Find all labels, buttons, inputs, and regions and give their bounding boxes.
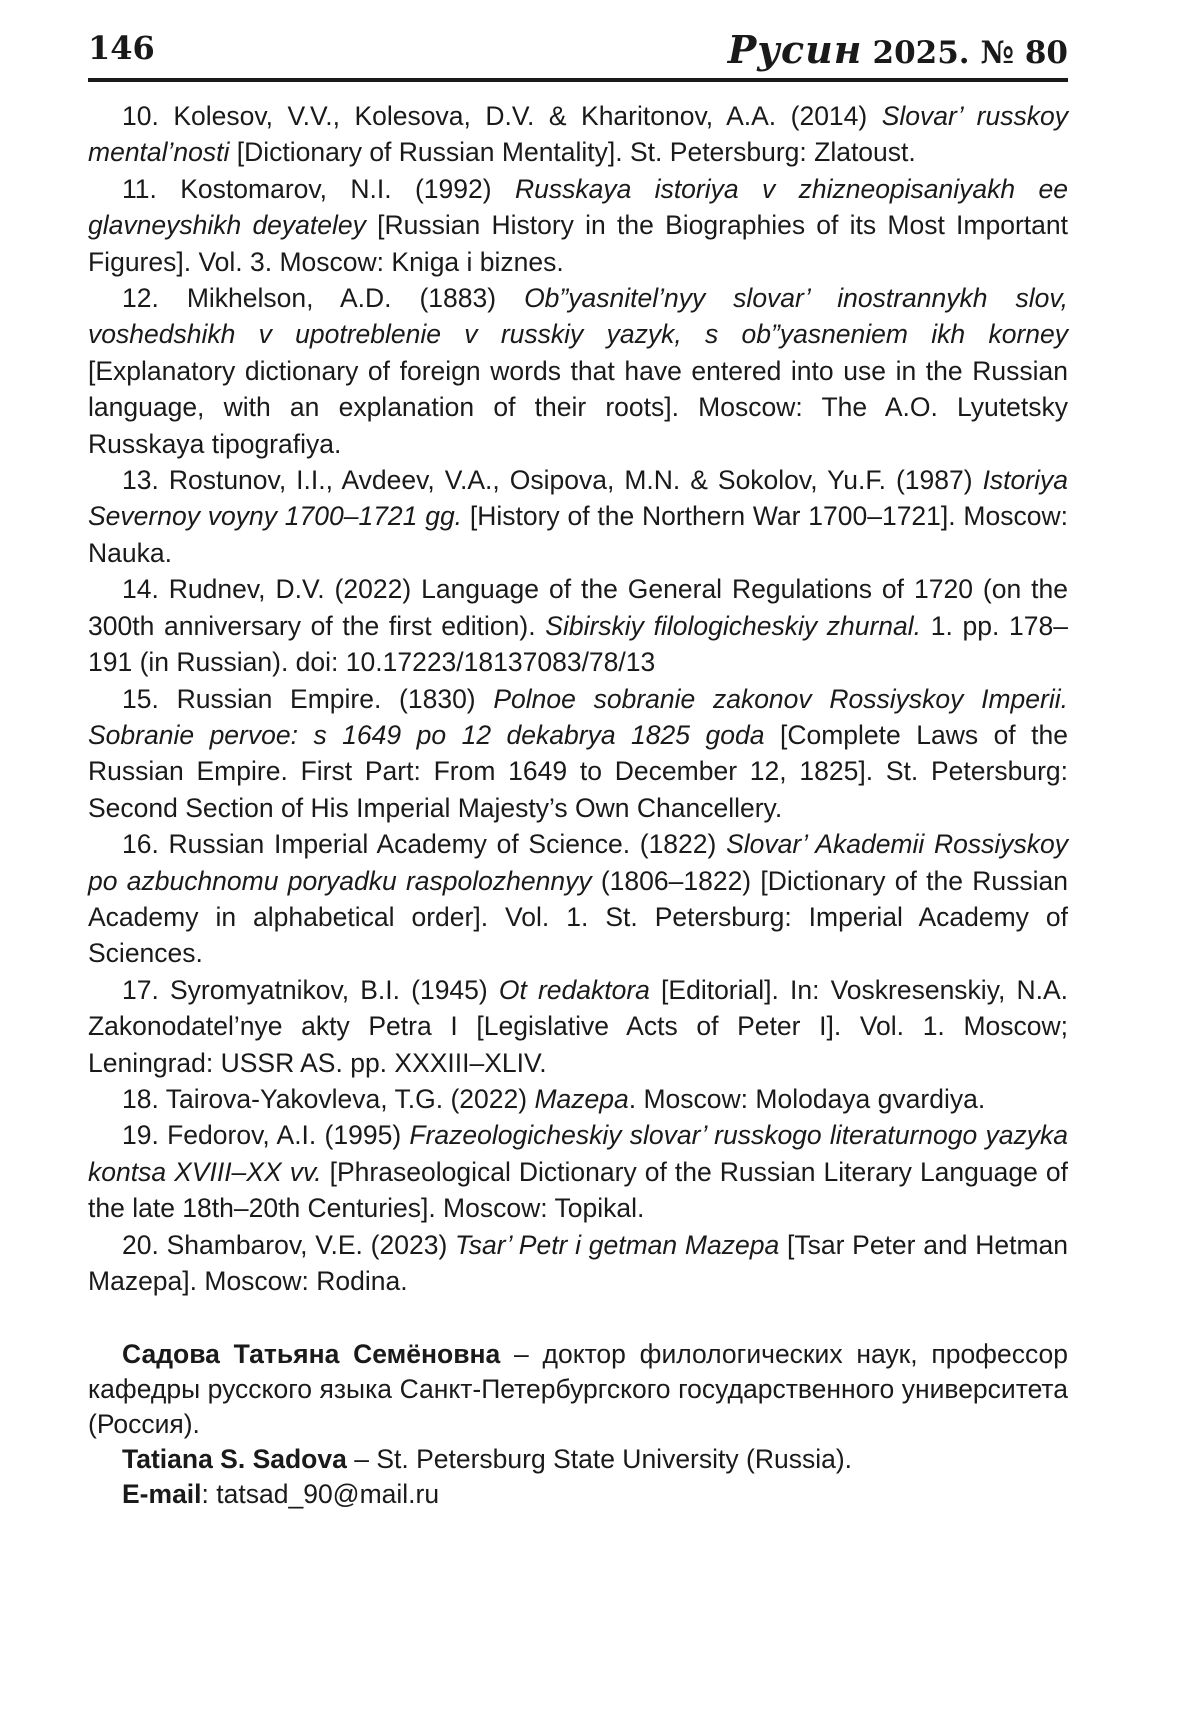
reference-details: 1. pp. 178–191 (in Russian). doi: 10.17223/18137083/78/13 bbox=[88, 610, 1068, 678]
reference-title: Tsar’ Petr i getman Mazepa bbox=[455, 1229, 780, 1260]
reference-details: [Dictionary of Russian Mentality]. St. Petersburg: Zlatoust. bbox=[236, 137, 916, 168]
reference-number: 15. bbox=[122, 683, 159, 714]
page-header bbox=[88, 28, 1068, 82]
reference-title: Istoriya Severnoy voyny 1700–1721 gg. bbox=[88, 465, 1068, 532]
reference-title: Slovar’ russkoy mental’nosti bbox=[88, 101, 1068, 168]
reference-title: Sibirskiy filologicheskiy zhurnal. bbox=[545, 610, 922, 641]
reference-details: . Moscow: Molodaya gvardiya. bbox=[628, 1083, 986, 1114]
reference-details: [Complete Laws of the Russian Empire. First Part: From 1649 to December 12, 1825]. St. Petersburg: Second Section of His Imperial Majesty’s Own Chancellery. bbox=[88, 719, 1068, 823]
reference-details: [Explanatory dictionary of foreign words that have entered into use in the Russian language, with an explanation of their roots]. Moscow: The A.O. Lyutetsky Russkaya tipografiya. bbox=[88, 355, 1068, 459]
reference-item bbox=[88, 972, 1068, 1081]
email-address[interactable]: tatsad_90@mail.ru bbox=[216, 1479, 440, 1510]
reference-details: [Tsar Peter and Hetman Mazepa]. Moscow: Rodina. bbox=[88, 1229, 1068, 1296]
reference-number: 11. bbox=[122, 173, 157, 204]
journal-masthead bbox=[727, 27, 1068, 73]
reference-text: Russian Empire. (1830) bbox=[176, 683, 476, 714]
journal-logo: Русин bbox=[727, 27, 863, 72]
author-en bbox=[88, 1442, 1068, 1477]
reference-number: 17. bbox=[122, 974, 159, 1005]
reference-text: Mikhelson, A.D. (1883) bbox=[186, 283, 497, 314]
reference-list bbox=[88, 98, 1068, 1299]
reference-details: [Russian History in the Biographies of its Most Important Figures]. Vol. 3. Moscow: Kniga i biznes. bbox=[88, 210, 1068, 277]
reference-text: Rostunov, I.I., Avdeev, V.A., Osipova, M.N. & Sokolov, Yu.F. (1987) bbox=[168, 465, 973, 496]
reference-item bbox=[88, 98, 1068, 171]
reference-title: Ob”yasnitel’nyy slovar’ inostrannykh slov, voshedshikh v upotreblenie v russkiy yazyk, s ob”yasneniem ikh korney bbox=[88, 283, 1068, 350]
reference-details: [History of the Northern War 1700–1721]. Moscow: Nauka. bbox=[88, 501, 1068, 568]
reference-title: Polnoe sobranie zakonov Rossiyskoy Imperii. Sobranie pervoe: s 1649 po 12 dekabrya 1825 goda bbox=[88, 683, 1068, 750]
author-ru-description: – доктор филологических наук, профессор кафедры русского языка Санкт-Петербургского государственного университета (Россия). bbox=[88, 1339, 1069, 1440]
reference-number: 19. bbox=[122, 1120, 159, 1151]
author-email bbox=[88, 1477, 1068, 1512]
reference-details: [Editorial]. In: Voskresenskiy, N.A. Zakonodatel’nye akty Petra I [Legislative Acts of Peter I]. Vol. 1. Moscow; Leningrad: USSR AS. pp. XXXIII–XLIV. bbox=[88, 974, 1068, 1078]
reference-item bbox=[88, 171, 1068, 280]
reference-number: 12. bbox=[122, 283, 159, 314]
reference-details: [Phraseological Dictionary of the Russian Literary Language of the late 18th–20th Centuries]. Moscow: Topikal. bbox=[88, 1156, 1068, 1224]
reference-number: 13. bbox=[122, 465, 159, 496]
reference-text: Fedorov, A.I. (1995) bbox=[167, 1120, 402, 1151]
page-number: 146 bbox=[88, 29, 155, 67]
email-separator: : bbox=[201, 1479, 209, 1510]
reference-text: Tairova-Yakovleva, T.G. (2022) bbox=[165, 1083, 528, 1114]
reference-number: 18. bbox=[122, 1083, 159, 1114]
reference-number: 14. bbox=[122, 574, 159, 605]
page bbox=[88, 28, 1068, 1512]
reference-item bbox=[88, 280, 1068, 462]
reference-number: 20. bbox=[122, 1229, 159, 1260]
reference-title: Frazeologicheskiy slovar’ russkogo literaturnogo yazyka kontsa XVIII–XX vv. bbox=[88, 1120, 1068, 1187]
reference-item bbox=[88, 681, 1068, 827]
author-en-name: Tatiana S. Sadova bbox=[122, 1444, 347, 1475]
author-ru-name: Садова Татьяна Семёновна bbox=[122, 1339, 501, 1370]
reference-text: Shambarov, V.E. (2023) bbox=[166, 1229, 448, 1260]
author-ru bbox=[88, 1337, 1068, 1442]
email-label: E-mail bbox=[122, 1479, 202, 1510]
reference-text: Kolesov, V.V., Kolesova, D.V. & Kharitonov, A.A. (2014) bbox=[173, 101, 868, 131]
reference-number: 16. bbox=[122, 829, 159, 860]
reference-item bbox=[88, 826, 1068, 972]
journal-issue: 2025. № 80 bbox=[872, 35, 1068, 71]
reference-title: Slovar’ Akademii Rossiyskoy po azbuchnomu poryadku raspolozhennyy bbox=[88, 829, 1068, 896]
reference-text: Syromyatnikov, B.I. (1945) bbox=[169, 974, 488, 1005]
reference-item bbox=[88, 1117, 1068, 1226]
reference-item bbox=[88, 1081, 1068, 1117]
reference-number: 10. bbox=[122, 101, 159, 131]
reference-item bbox=[88, 462, 1068, 571]
reference-title: Ot redaktora bbox=[498, 974, 650, 1005]
reference-text: Kostomarov, N.I. (1992) bbox=[180, 173, 492, 204]
reference-details: (1806–1822) [Dictionary of the Russian Academy in alphabetical order]. Vol. 1. St. Petersburg: Imperial Academy of Sciences. bbox=[88, 865, 1068, 969]
reference-title: Russkaya istoriya v zhizneopisaniyakh ee glavneyshikh deyateley bbox=[88, 173, 1068, 241]
author-en-description: – St. Petersburg State University (Russia). bbox=[354, 1444, 853, 1475]
author-info bbox=[88, 1337, 1068, 1512]
reference-item bbox=[88, 1227, 1068, 1300]
reference-text: Russian Imperial Academy of Science. (1822) bbox=[168, 829, 717, 860]
reference-title: Mazepa bbox=[534, 1083, 629, 1114]
reference-item bbox=[88, 571, 1068, 680]
reference-text: Rudnev, D.V. (2022) Language of the General Regulations of 1720 (on the 300th anniversary of the first edition). bbox=[88, 574, 1068, 641]
